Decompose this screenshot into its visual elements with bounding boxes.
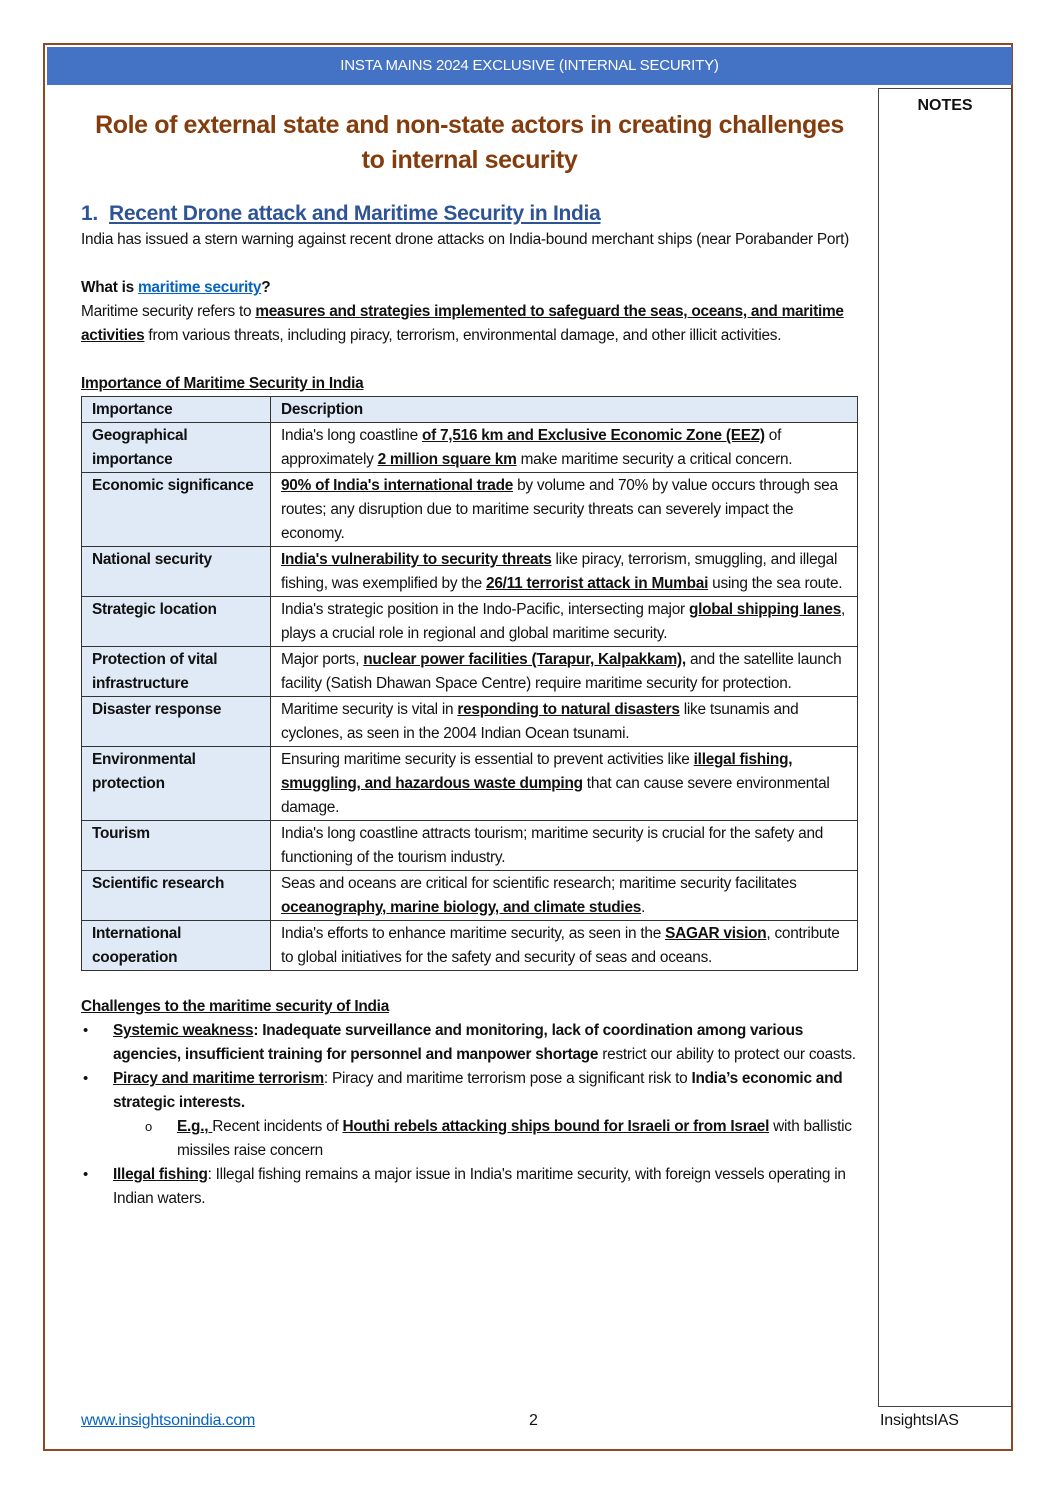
importance-table	[81, 396, 858, 971]
table-row	[82, 871, 858, 921]
table-caption: Importance of Maritime Security in India	[81, 375, 364, 392]
section-heading	[81, 200, 858, 228]
emphasis-text: E.g.,	[177, 1118, 213, 1135]
notes-label: NOTES	[917, 97, 973, 114]
emphasis-text: What is	[81, 279, 138, 296]
emphasis-text: oceanography, marine biology, and climate studies	[281, 899, 642, 916]
column-header-importance: Importance	[82, 397, 271, 423]
table-row	[82, 473, 858, 547]
emphasis-text: SAGAR vision	[665, 925, 767, 942]
importance-cell: Scientific research	[82, 871, 271, 921]
text-segment: Major ports,	[281, 651, 364, 668]
emphasis-text: measures and strategies implemented to safeguard the seas, oceans, and maritime activities	[81, 303, 844, 344]
text-segment: that can cause severe environmental damage.	[281, 775, 830, 816]
list-item	[113, 1019, 858, 1067]
text-segment: India's strategic position in the Indo-Pacific, intersecting major	[281, 601, 689, 618]
footer-brand: InsightsIAS	[880, 1412, 959, 1429]
emphasis-text: India’s economic and strategic interests.	[113, 1070, 843, 1111]
page-title: Role of external state and non-state actors in creating challenges to internal security	[95, 111, 844, 174]
emphasis-text: Piracy and maritime terrorism	[113, 1070, 324, 1087]
text-segment: : Illegal fishing remains a major issue in India's maritime security, with foreign vessels operating in Indian waters.	[113, 1166, 846, 1207]
text-segment: .	[641, 899, 646, 916]
challenges-heading: Challenges to the maritime security of India	[81, 998, 390, 1015]
list-item	[113, 1067, 858, 1115]
description-cell	[271, 697, 858, 747]
description-cell	[271, 747, 858, 821]
text-segment: , plays a crucial role in regional and global maritime security.	[281, 601, 846, 642]
importance-cell: Tourism	[82, 821, 271, 871]
importance-cell: Protection of vital infrastructure	[82, 647, 271, 697]
text-segment: India's long coastline attracts tourism; maritime security is crucial for the safety and functioning of the tourism industry.	[281, 825, 824, 866]
emphasis-text: of 7,516 km and Exclusive Economic Zone (EEZ)	[421, 427, 765, 444]
text-segment: using the sea route.	[708, 575, 843, 592]
table-row	[82, 647, 858, 697]
text-segment: from various threats, including piracy, terrorism, environmental damage, and other illicit activities.	[144, 327, 782, 344]
column-header-description: Description	[271, 397, 858, 423]
description-cell	[271, 921, 858, 971]
what-is-heading	[81, 276, 858, 300]
emphasis-text: 26/11 terrorist attack in Mumbai	[486, 575, 709, 592]
table-row	[82, 747, 858, 821]
importance-cell: Economic significance	[82, 473, 271, 547]
text-segment: Maritime security refers to	[81, 303, 256, 320]
main-content	[81, 108, 858, 1211]
section-number: 1.	[81, 202, 98, 225]
emphasis-text: responding to natural disasters	[457, 701, 680, 718]
text-segment: of approximately	[281, 427, 782, 468]
description-cell	[271, 871, 858, 921]
text-segment: India's efforts to enhance maritime security, as seen in the	[281, 925, 666, 942]
list-item	[113, 1163, 858, 1211]
page-number: 2	[529, 1412, 538, 1429]
text-segment: India's long coastline	[281, 427, 422, 444]
text-segment: make maritime security a critical concern.	[516, 451, 793, 468]
emphasis-text: Houthi rebels attacking ships bound for Israeli or from Israel	[342, 1118, 770, 1135]
emphasis-text: : Inadequate surveillance and monitoring, lack of coordination among various agencies, insufficient training for personnel and manpower shortage	[113, 1022, 804, 1063]
emphasis-text: illegal fishing, smuggling, and hazardous waste dumping	[281, 751, 793, 792]
text-segment: Ensuring maritime security is essential to prevent activities like	[281, 751, 694, 768]
description-cell	[271, 597, 858, 647]
text-segment: like piracy, terrorism, smuggling, and illegal fishing, was exemplified by the	[281, 551, 838, 592]
footer-website-link[interactable]: www.insightsonindia.com	[81, 1412, 256, 1429]
importance-cell: Disaster response	[82, 697, 271, 747]
importance-cell: Strategic location	[82, 597, 271, 647]
text-segment: Seas and oceans are critical for scientific research; maritime security facilitates	[281, 875, 797, 892]
text-segment: restrict our ability to protect our coasts.	[598, 1046, 856, 1063]
section-heading-link[interactable]: Recent Drone attack and Maritime Security in India	[109, 202, 601, 225]
emphasis-text: ?	[261, 279, 271, 296]
text-segment: Maritime security is vital in	[281, 701, 458, 718]
emphasis-text: India's vulnerability to security threats	[281, 551, 552, 568]
table-row	[82, 697, 858, 747]
table-row	[82, 547, 858, 597]
maritime-security-link[interactable]: maritime security	[138, 279, 262, 296]
importance-cell: Environmental protection	[82, 747, 271, 821]
text-segment: with ballistic missiles raise concern	[177, 1118, 852, 1159]
text-segment: Recent incidents of	[212, 1118, 343, 1135]
text-segment: like tsunamis and cyclones, as seen in the 2004 Indian Ocean tsunami.	[281, 701, 799, 742]
importance-cell: International cooperation	[82, 921, 271, 971]
emphasis-text: Systemic weakness	[113, 1022, 254, 1039]
notes-column	[878, 88, 1012, 1407]
table-row	[82, 821, 858, 871]
challenges-list	[81, 1019, 858, 1211]
description-cell	[271, 473, 858, 547]
intro-paragraph: India has issued a stern warning against recent drone attacks on India-bound merchant ships (near Porabander Port)	[81, 231, 850, 248]
header-banner: INSTA MAINS 2024 EXCLUSIVE (INTERNAL SECURITY)	[47, 47, 1012, 85]
description-cell	[271, 547, 858, 597]
table-row	[82, 423, 858, 473]
text-segment: and the satellite launch facility (Satish Dhawan Space Centre) require maritime security for protection.	[281, 651, 842, 692]
emphasis-text: nuclear power facilities (Tarapur, Kalpakkam),	[363, 651, 686, 668]
sub-list-item	[177, 1115, 858, 1163]
importance-cell: National security	[82, 547, 271, 597]
table-header-row	[82, 397, 858, 423]
definition-paragraph	[81, 300, 858, 348]
description-cell	[271, 423, 858, 473]
importance-cell: Geographical importance	[82, 423, 271, 473]
emphasis-text: 2 million square km	[377, 451, 517, 468]
description-cell	[271, 647, 858, 697]
description-cell	[271, 821, 858, 871]
emphasis-text: 90% of India's international trade	[281, 477, 514, 494]
table-row	[82, 597, 858, 647]
table-row	[82, 921, 858, 971]
text-segment: , contribute to global initiatives for the safety and security of seas and oceans.	[281, 925, 840, 966]
emphasis-text: global shipping lanes	[688, 601, 842, 618]
text-segment: by volume and 70% by value occurs through sea routes; any disruption due to maritime security threats can severely impact the economy.	[281, 477, 838, 542]
emphasis-text: Illegal fishing	[113, 1166, 208, 1183]
text-segment: : Piracy and maritime terrorism pose a significant risk to	[323, 1070, 692, 1087]
